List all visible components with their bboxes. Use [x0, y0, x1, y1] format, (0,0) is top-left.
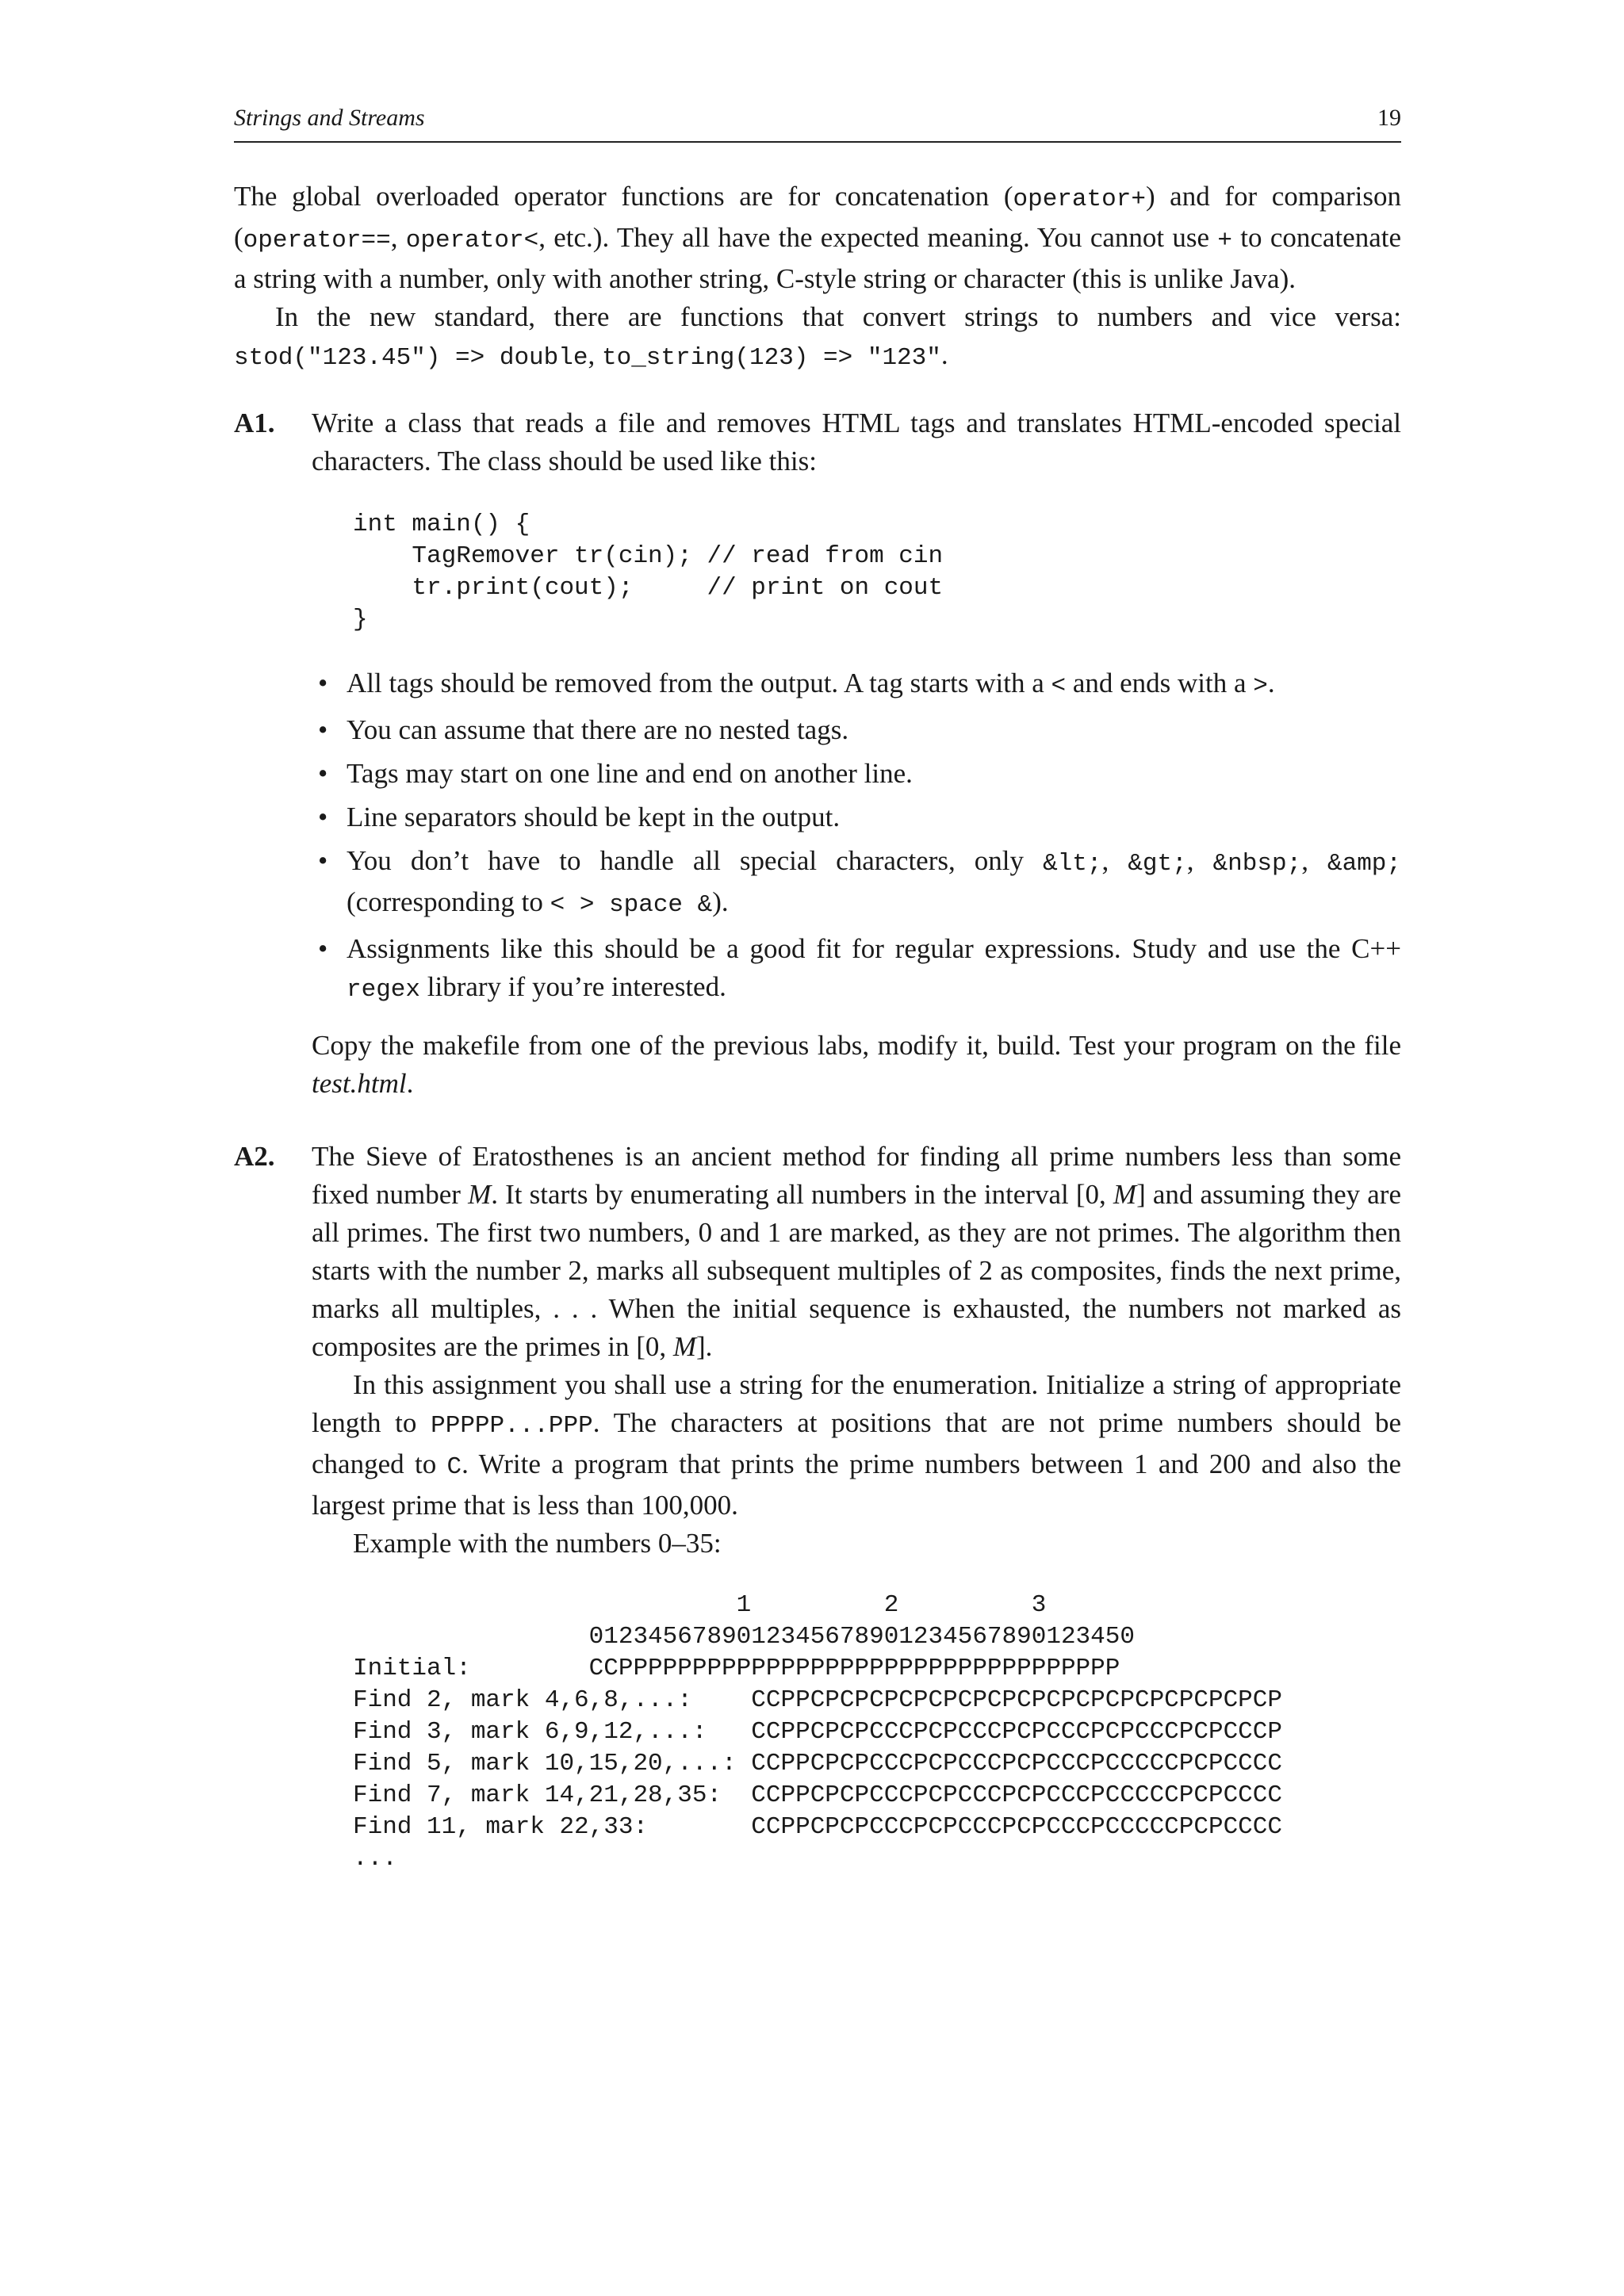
code-stod: stod("123.45") => double	[234, 344, 588, 372]
assignment-a2-content	[312, 1138, 1401, 1875]
assignment-a1	[234, 404, 1401, 1103]
page-number: 19	[1377, 105, 1401, 131]
a2-paragraph-1: The Sieve of Eratosthenes is an ancient method for finding all prime numbers less than some fixed number M. It starts by enumerating all numbers in the interval [0, M] and assuming they are all primes. The first two numbers, 0 and 1 are marked, as they are not primes. The algorithm then starts with the number 2, marks all subsequent multiples of 2 as composites, finds the next prime, marks all multiples, . . . When the initial sequence is exhausted, the numbers not marked as composites are the primes in [0, M].	[312, 1141, 1401, 1362]
a1-paragraph-1: Write a class that reads a file and removes HTML tags and translates HTML-encoded special characters. The class should be used like this:	[312, 408, 1401, 476]
bullet-icon: •	[318, 668, 328, 698]
a1-bullet-list	[312, 664, 1401, 1009]
list-item: • Line separators should be kept in the output.	[347, 798, 1401, 836]
assignment-a1-label: A1.	[234, 408, 275, 438]
list-item: • Assignments like this should be a good fit for regular expressions. Study and use the C++ regex library if you’re interested.	[347, 930, 1401, 1009]
code-operator-plus: operator+	[1013, 186, 1146, 213]
a2-paragraph-2: In this assignment you shall use a string for the enumeration. Initialize a string of appropriate length to PPPPP...PPP. The characters at positions that are not prime numbers should be changed to C. Write a program that prints the prime numbers between 1 and 200 and also the largest prime that is less than 100,000.	[312, 1369, 1401, 1521]
list-item: • All tags should be removed from the output. A tag starts with a < and ends with a >.	[347, 664, 1401, 706]
list-item: • You don’t have to handle all special characters, only &lt;, &gt;, &nbsp;, &amp; (corresponding to < > space &).	[347, 842, 1401, 924]
filename-test-html: test.html	[312, 1068, 407, 1099]
code-operator-less: operator<	[405, 227, 539, 254]
page	[234, 105, 1401, 1875]
a2-paragraph-3: Example with the numbers 0–35:	[353, 1528, 722, 1559]
bullet-icon: •	[318, 714, 328, 745]
list-item: • Tags may start on one line and end on another line.	[347, 755, 1401, 793]
code-operator-equals: operator==	[243, 227, 391, 254]
chapter-title: Strings and Streams	[234, 105, 425, 131]
a1-code-block: int main() { TagRemover tr(cin); // read from cin tr.print(cout); // print on cout }	[353, 511, 944, 633]
assignment-a1-content	[312, 404, 1401, 1103]
a1-paragraph-2: Copy the makefile from one of the previous labs, modify it, build. Test your program on the file test.html.	[312, 1030, 1401, 1099]
assignment-a2	[234, 1138, 1401, 1875]
code-plus: +	[1217, 227, 1232, 254]
bullet-icon: •	[318, 802, 328, 832]
intro-section	[234, 178, 1401, 377]
running-header	[234, 105, 1401, 143]
bullet-icon: •	[318, 758, 328, 789]
sieve-example-table: 1 2 3 0123456789012345678901234567890123450 Initial: CCPPPPPPPPPPPPPPPPPPPPPPPPPPPPPPPPPP Find 2, mark 4,6,8,...: CCPPCPCPCPCPCPCPCPCPCPCPCPCPCPCPCPCP Find 3, mark 6,9,12,...: CCPPCPCPCCCPCPCCCPCPCCCPCPCCCPCPCCCP Find 5, mark 10,15,20,...: CCPPCPCPCCCPCPCCCPCPCCCPCCCCCPCPCCCC Find 7, mark 14,21,28,35: CCPPCPCPCCCPCPCCCPCPCCCPCCCCCPCPCCCC Find 11, mark 22,33: CCPPCPCPCCCPCPCCCPCPCCCPCCCCCPCPCCCC ...	[353, 1591, 1282, 1873]
intro-paragraph-1: The global overloaded operator functions are for concatenation (operator+) and for comparison (operator==, operator<, etc.). They all have the expected meaning. You cannot use + to concatenate a string with a number, only with another string, C-style string or character (this is unlike Java).	[234, 181, 1401, 294]
list-item: • You can assume that there are no nested tags.	[347, 711, 1401, 749]
intro-paragraph-2: In the new standard, there are functions that convert strings to numbers and vice versa: stod("123.45") => double, to_string(123) => "123".	[234, 301, 1401, 372]
assignment-a2-label: A2.	[234, 1141, 275, 1172]
code-to-string: to_string(123) => "123"	[601, 344, 941, 372]
bullet-icon: •	[318, 845, 328, 876]
bullet-icon: •	[318, 933, 328, 964]
